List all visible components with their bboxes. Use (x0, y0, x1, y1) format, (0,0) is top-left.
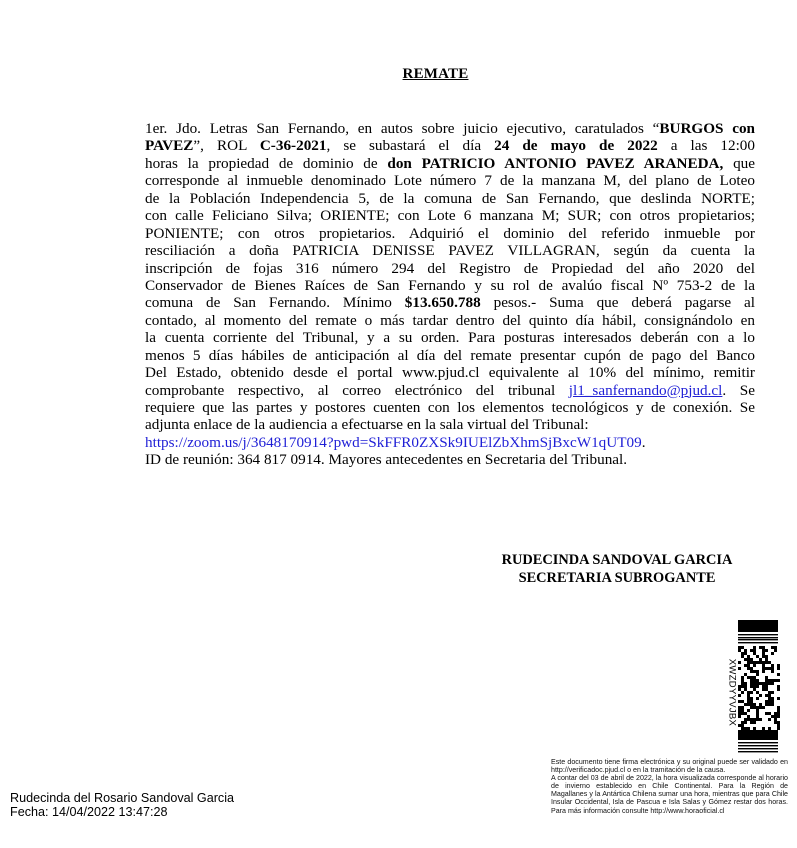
barcode-bar (738, 642, 778, 643)
body-text-segment: . Se (722, 381, 755, 399)
body-line (145, 399, 755, 416)
body-line (145, 364, 755, 381)
body-text-segment: , se subastará el día (326, 137, 495, 155)
barcode-module (756, 670, 759, 673)
barcode-module (774, 712, 777, 715)
barcode-module (756, 679, 759, 682)
barcode-module (753, 652, 756, 655)
barcode-module (750, 679, 753, 682)
body-text-segment: comuna de San Fernando. Mínimo (145, 294, 405, 312)
signature-name: RUDECINDA SANDOVAL GARCIA (501, 552, 733, 568)
email-link[interactable]: jl1_sanfernando@pjud.cl (568, 381, 723, 399)
barcode-bar (738, 637, 778, 638)
barcode-module (777, 721, 780, 724)
barcode-module (774, 721, 777, 724)
body-line (145, 172, 755, 189)
barcode-module (747, 664, 750, 667)
barcode-module (771, 667, 774, 670)
body-text-segment: ID de reunión: 364 817 0914. Mayores antecedentes en Secretaria del Tribunal. (145, 451, 628, 469)
barcode-bar (738, 742, 778, 743)
signer-footer (10, 791, 234, 819)
body-text-segment: Conservador de Bienes Raíces de San Fernando y su rol de avalúo fiscal Nº 753-2 de la (145, 276, 755, 294)
barcode-module (750, 667, 753, 670)
barcode-module (777, 688, 780, 691)
bold-text: 24 de mayo de 2022 (494, 137, 658, 155)
barcode-module (765, 685, 768, 688)
barcode-module (744, 727, 747, 730)
bold-text: C-36-2021 (259, 137, 327, 155)
body-line (145, 225, 755, 242)
barcode-module (759, 682, 762, 685)
barcode-module (738, 700, 741, 703)
barcode-module (771, 664, 774, 667)
barcode-module (750, 718, 753, 721)
barcode-module (750, 670, 753, 673)
barcode-module (747, 661, 750, 664)
barcode-module (771, 679, 774, 682)
barcode-module (744, 721, 747, 724)
barcode-module (765, 649, 768, 652)
barcode-module (765, 679, 768, 682)
barcode-module (765, 682, 768, 685)
document-title: REMATE (402, 66, 469, 82)
barcode-bar (738, 745, 778, 746)
barcode-module (741, 682, 744, 685)
body-line (145, 329, 755, 346)
barcode-module (768, 694, 771, 697)
barcode-module (750, 700, 753, 703)
barcode-module (753, 646, 756, 649)
body-line (145, 190, 755, 207)
barcode-module (756, 655, 759, 658)
barcode-module (768, 718, 771, 721)
barcode-module (744, 712, 747, 715)
zoom-meeting-link[interactable]: https://zoom.us/j/3648170914?pwd=SkFFR0ZXSk9IUElZbXhmSjBxcW1qUT09 (145, 433, 642, 451)
barcode-module (759, 694, 762, 697)
body-text-segment: Del Estado, obtenido desde el portal www.pjud.cl equivalente al 10% del mínimo, remitir (145, 364, 755, 382)
barcode-module (741, 712, 744, 715)
barcode-module (750, 685, 753, 688)
body-line (145, 294, 755, 311)
bold-text: $13.650.788 (404, 294, 481, 312)
body-text-segment: pesos.- Suma que deberá pagarse al (480, 294, 755, 312)
barcode-module (777, 667, 780, 670)
barcode-module (762, 706, 765, 709)
barcode-module (771, 703, 774, 706)
barcode-module (747, 658, 750, 661)
barcode-module (753, 718, 756, 721)
barcode-module (765, 688, 768, 691)
barcode-module (747, 655, 750, 658)
barcode-module (765, 712, 768, 715)
barcode-bar (738, 748, 778, 749)
barcode-module (756, 673, 759, 676)
barcode-module (759, 661, 762, 664)
notice-validation-text: Este documento tiene firma electrónica y su original puede ser validado en http://verificadoc.pjud.cl o en la tramitación de la causa. (551, 758, 788, 775)
body-text-segment: a las 12:00 (657, 137, 755, 155)
signer-name: Rudecinda del Rosario Sandoval Garcia (10, 791, 235, 805)
barcode-module (762, 649, 765, 652)
barcode-module (777, 724, 780, 727)
barcode-module (741, 685, 744, 688)
barcode-module (771, 700, 774, 703)
barcode-module (777, 709, 780, 712)
body-text-segment: que (723, 154, 755, 172)
barcode-module (750, 706, 753, 709)
body-text-segment: ”, ROL (193, 137, 260, 155)
barcode-module (747, 715, 750, 718)
body-text-segment: inscripción de fojas 316 número 294 del Registro de Propiedad del año 2020 del (145, 259, 755, 277)
barcode-module (762, 727, 765, 730)
document-page: REMATE 1er. Jdo. Letras San Fernando, en autos sobre juicio ejecutivo, caratulados “BURGOS con PAVEZ”, ROL C-36-2021, se subastará el día 24 de mayo de 2022 a las 12:00 horas la propiedad de dominio de don PATRICIO ANTONIO PAVEZ ARANEDA, que corresponde al inmueble denominado Lote número 7 de la manzana M, del plano de Loteo de la Población Independencia 5, de la comuna de San Fernando, que deslinda NORTE; con calle Feliciano Silva; ORIENTE; con Lote 6 manzana M; SUR; con otros propietarios; PONIENTE; con otros propietarios. Adquirió el dominio del referido inmueble por resciliación a doña PATRICIA DENISSE PAVEZ VILLAGRAN, según da cuenta la inscripción de fojas 316 número 294 del Registro de Propiedad del año 2020 del Conservador de Bienes Raíces de San Fernando y su rol de avalúo fiscal Nº 753-2 de la comuna de San Fernando. Mínimo $13.650.788 pesos.- Suma que deberá pagarse al contado, al momento del remate o más tardar dentro del quinto día hábil, consignándolo en la cuenta corriente del Tribunal, y a su orden. Para posturas interesados deberán con a lo menos 5 días hábiles de anticipación al día del remate presentar cupón de pago del Banco Del Estado, obtenido desde el portal www.pjud.cl equivalente al 10% del mínimo, remitir comprobante respectivo, al correo electrónico del tribunal jl1_sanfernando@pjud.cl. Se requiere que las partes y postores cuenten con los elementos tecnológicos y de conexión. Se adjunta enlace de la audiencia a efectuarse en la sala virtual del Tribunal: https://zoom.us/j/3648170914?pwd=SkFFR0ZXSk9IUElZbXhmSjBxcW1qUT09. ID de reunión: 364 817 0914. Mayores antecedentes en Secretaria del Tribunal. RUDECINDA SANDOVAL GARCIA SECRETARIA SUBROGANTE XWZDYYVJBX Este documento tiene firma electrónica y su original puede ser validado en http://verificadoc.pjud.cl o en la tramitación de la causa. A contar del 03 de abril de 2022, la hora visualizada corresponde al horario de invierno establecido en Chile Continental. Para la Región de Magallanes y la Antártica Chilena sumar una hora, mientras que para Chile Insular Occidental, Isla de Pascua e Isla Salas y Gómez restar dos horas. Para más información consulte http://www.horaoficial.cl Rudecinda del Rosario Sandoval Garcia Fecha: 14/04/2022 13:47:28 (0, 0, 797, 848)
barcode-module (753, 664, 756, 667)
barcode-module (750, 661, 753, 664)
barcode-module (744, 718, 747, 721)
barcode-module (768, 697, 771, 700)
body-line (145, 382, 755, 399)
barcode-module (765, 661, 768, 664)
barcode-module (777, 697, 780, 700)
electronic-signature-notice (551, 758, 788, 815)
barcode-module (774, 679, 777, 682)
barcode-module (777, 679, 780, 682)
barcode-module (777, 727, 780, 730)
barcode-module (747, 667, 750, 670)
barcode-module (759, 706, 762, 709)
notice-timezone-text: A contar del 03 de abril de 2022, la hora visualizada corresponde al horario de invierno establecido en Chile Continental. Para la Región de Magallanes y la Antártica Chilena sumar una hora, mientras que para Chile Insular Occidental, Isla de Pascua e Isla Salas y Gómez restar dos horas. Para más información consulte http://www.horaoficial.cl (551, 774, 788, 815)
document-body (145, 120, 755, 469)
barcode-module (756, 718, 759, 721)
barcode-module (741, 721, 744, 724)
barcode-module (741, 691, 744, 694)
barcode-module (771, 697, 774, 700)
barcode-module (756, 685, 759, 688)
body-text-segment: . (641, 433, 646, 451)
barcode-module (750, 682, 753, 685)
barcode-module (750, 721, 753, 724)
barcode-module (738, 709, 741, 712)
barcode-module (753, 727, 756, 730)
barcode-module (765, 676, 768, 679)
barcode-module (738, 646, 741, 649)
barcode-module (762, 667, 765, 670)
barcode-module (768, 661, 771, 664)
barcode-module (777, 712, 780, 715)
body-text-segment: corresponde al inmueble denominado Lote número 7 de la manzana M, del plano de Loteo (145, 172, 755, 190)
barcode-module (750, 691, 753, 694)
barcode-module (777, 715, 780, 718)
barcode-module (777, 664, 780, 667)
body-line (145, 155, 755, 172)
barcode-module (777, 673, 780, 676)
barcode-module (747, 727, 750, 730)
signature-block (462, 551, 772, 587)
barcode-module (771, 652, 774, 655)
barcode-module (756, 712, 759, 715)
bold-text: PAVEZ (145, 137, 194, 155)
barcode-module (741, 724, 744, 727)
barcode-module (750, 697, 753, 700)
barcode-module (738, 724, 741, 727)
body-line (145, 451, 755, 468)
barcode-module (738, 715, 741, 718)
barcode-bar (738, 620, 778, 632)
body-text-segment: contado, al momento del remate o más tardar dentro del quinto día hábil, consignándolo en (145, 311, 755, 329)
barcode-module (759, 718, 762, 721)
barcode-module (765, 700, 768, 703)
barcode-module (750, 649, 753, 652)
barcode-module (768, 712, 771, 715)
barcode-module (768, 667, 771, 670)
barcode-module (750, 676, 753, 679)
barcode-module (765, 655, 768, 658)
bold-text: BURGOS con (659, 120, 755, 137)
barcode-module (744, 685, 747, 688)
barcode-module (741, 679, 744, 682)
barcode-module (753, 685, 756, 688)
barcode-module (762, 664, 765, 667)
barcode-module (756, 691, 759, 694)
barcode-module (768, 682, 771, 685)
barcode-module (762, 652, 765, 655)
barcode-module (741, 706, 744, 709)
barcode-module (750, 703, 753, 706)
barcode-module (753, 670, 756, 673)
body-text-segment: PONIENTE; con otros propietarios. Adquirió el dominio del referido inmueble por (145, 224, 755, 242)
body-text-segment: comprobante respectivo, al correo electrónico del tribunal (145, 381, 569, 399)
barcode-module (744, 682, 747, 685)
barcode-module (753, 721, 756, 724)
barcode-module (738, 706, 741, 709)
barcode-module (744, 688, 747, 691)
barcode-module (741, 652, 744, 655)
barcode-module (744, 658, 747, 661)
barcode-module (768, 700, 771, 703)
barcode-module (774, 718, 777, 721)
body-line (145, 207, 755, 224)
barcode-module (771, 646, 774, 649)
barcode-module (756, 661, 759, 664)
barcode-module (747, 691, 750, 694)
barcode-module (741, 709, 744, 712)
barcode-module (759, 646, 762, 649)
barcode-module (738, 712, 741, 715)
barcode-module (756, 706, 759, 709)
barcode-module (744, 649, 747, 652)
barcode-module (741, 646, 744, 649)
barcode-module (762, 682, 765, 685)
barcode-module (747, 709, 750, 712)
barcode-module (777, 685, 780, 688)
barcode-module (741, 676, 744, 679)
barcode-module (762, 661, 765, 664)
barcode-module (762, 670, 765, 673)
verification-barcode-icon (738, 620, 790, 754)
body-line (145, 347, 755, 364)
barcode-module (759, 703, 762, 706)
barcode-module (741, 700, 744, 703)
barcode-module (762, 655, 765, 658)
barcode-module (747, 718, 750, 721)
body-line (145, 137, 755, 154)
barcode-module (768, 679, 771, 682)
barcode-module (765, 667, 768, 670)
barcode-module (756, 697, 759, 700)
barcode-module (738, 649, 741, 652)
barcode-module (753, 649, 756, 652)
body-text-segment: 1er. Jdo. Letras San Fernando, en autos sobre juicio ejecutivo, caratulados “ (145, 120, 660, 137)
bold-text: don PATRICIO ANTONIO PAVEZ ARANEDA, (387, 154, 724, 172)
body-text-segment: la cuenta corriente del Tribunal, y a su orden. Para posturas interesados deberán con a lo (145, 329, 755, 347)
barcode-bar (738, 634, 778, 635)
barcode-module (753, 688, 756, 691)
barcode-bar (738, 730, 778, 740)
barcode-module (771, 715, 774, 718)
barcode-module (753, 679, 756, 682)
body-text-segment: horas la propiedad de dominio de (145, 154, 388, 172)
barcode-module (774, 715, 777, 718)
barcode-module (747, 703, 750, 706)
signature-role: SECRETARIA SUBROGANTE (518, 570, 716, 586)
body-line (145, 434, 755, 451)
barcode-module (762, 688, 765, 691)
barcode-module (747, 676, 750, 679)
barcode-module (756, 682, 759, 685)
body-text-segment: de la Población Independencia 5, de la comuna de San Fernando, que deslinda NORTE; (145, 189, 755, 207)
barcode-module (741, 655, 744, 658)
barcode-module (753, 676, 756, 679)
barcode-module (753, 661, 756, 664)
barcode-module (744, 664, 747, 667)
barcode-module (774, 646, 777, 649)
barcode-module (777, 706, 780, 709)
barcode-module (744, 652, 747, 655)
barcode-module (738, 688, 741, 691)
barcode-module (744, 703, 747, 706)
barcode-module (753, 703, 756, 706)
body-line (145, 242, 755, 259)
barcode-module (750, 658, 753, 661)
barcode-module (765, 658, 768, 661)
barcode-bar (738, 639, 778, 640)
barcode-module (759, 658, 762, 661)
barcode-module (753, 682, 756, 685)
barcode-module (756, 709, 759, 712)
barcode-module (738, 667, 741, 670)
signature-date: Fecha: 14/04/2022 13:47:28 (10, 805, 168, 819)
barcode-module (771, 691, 774, 694)
barcode-module (747, 697, 750, 700)
barcode-module (762, 646, 765, 649)
barcode-module (762, 685, 765, 688)
barcode-module (753, 706, 756, 709)
barcode-module (738, 661, 741, 664)
body-line (145, 120, 755, 137)
barcode-module (756, 715, 759, 718)
barcode-bar (738, 751, 778, 752)
body-text-segment: adjunta enlace de la audiencia a efectuarse en la sala virtual del Tribunal: (145, 416, 589, 434)
barcode-module (738, 694, 741, 697)
body-text-segment: resciliación a doña PATRICIA DENISSE PAVEZ VILLAGRAN, según da cuenta la (145, 242, 755, 260)
barcode-module (738, 685, 741, 688)
barcode-module (765, 703, 768, 706)
barcode-module (771, 682, 774, 685)
body-text-segment: con calle Feliciano Silva; ORIENTE; con Lote 6 manzana M; SUR; con otros propietarios; (145, 207, 755, 225)
barcode-module (744, 673, 747, 676)
body-line (145, 260, 755, 277)
barcode-module (747, 694, 750, 697)
barcode-module (768, 691, 771, 694)
body-line (145, 416, 755, 433)
body-line (145, 312, 755, 329)
body-text-segment: requiere que las partes y postores cuenten con los elementos tecnológicos y de conexión. Se (145, 399, 755, 416)
barcode-module (768, 727, 771, 730)
body-text-segment: menos 5 días hábiles de anticipación al día del remate presentar cupón de pago del Banco (145, 346, 755, 364)
barcode-module (771, 670, 774, 673)
barcode-module (747, 700, 750, 703)
barcode-module (741, 727, 744, 730)
barcode-module (765, 694, 768, 697)
barcode-module (774, 649, 777, 652)
barcode-module (768, 703, 771, 706)
body-line (145, 277, 755, 294)
